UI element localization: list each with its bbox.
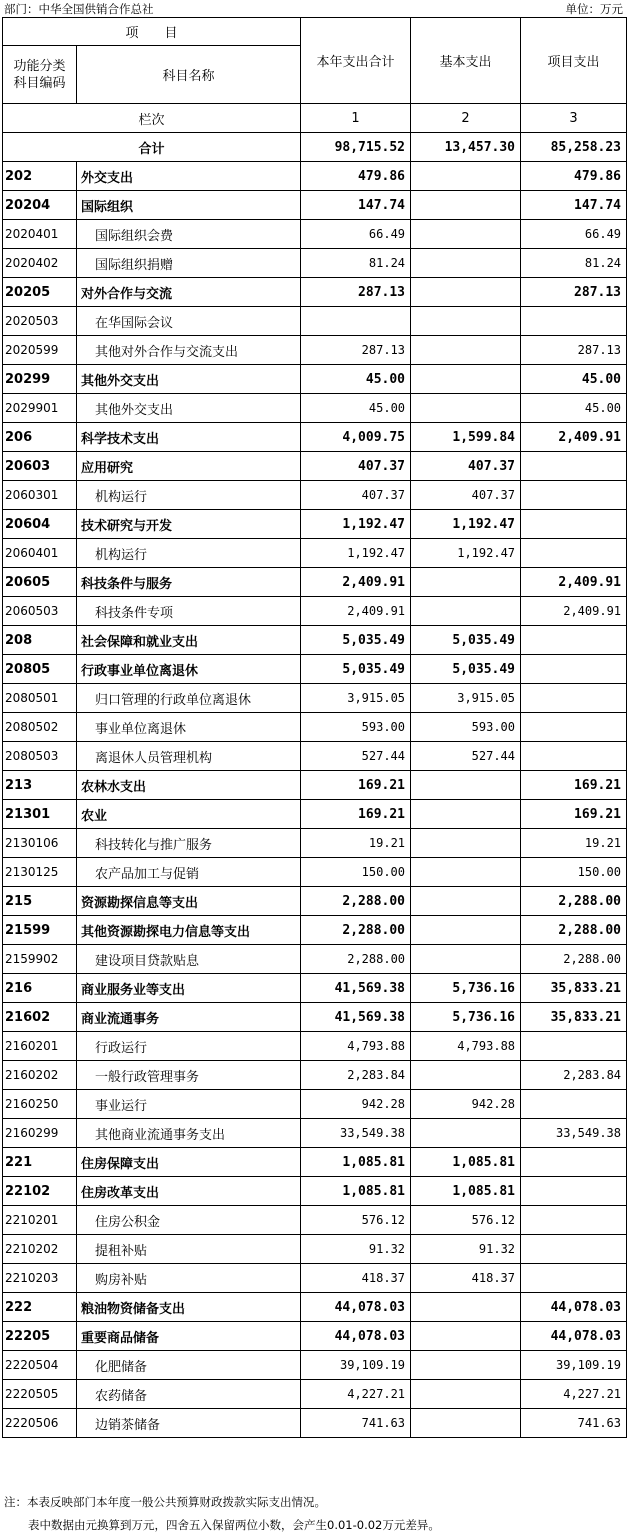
table-row <box>3 655 627 684</box>
row-basic <box>411 162 521 191</box>
table-row <box>3 1003 627 1032</box>
row-code: 2080501 <box>3 684 77 713</box>
row-name: 其他外交支出 <box>77 365 301 394</box>
row-total: 407.37 <box>301 452 411 481</box>
row-project: 741.63 <box>521 1409 627 1438</box>
row-code: 20604 <box>3 510 77 539</box>
row-name: 化肥储备 <box>77 1351 301 1380</box>
row-project <box>521 1032 627 1061</box>
row-code: 222 <box>3 1293 77 1322</box>
table-row <box>3 800 627 829</box>
table-row <box>3 481 627 510</box>
row-name: 科学技术支出 <box>77 423 301 452</box>
row-basic <box>411 336 521 365</box>
row-basic: 593.00 <box>411 713 521 742</box>
table-row <box>3 220 627 249</box>
table-row <box>3 365 627 394</box>
row-name: 国际组织捐赠 <box>77 249 301 278</box>
row-project: 2,409.91 <box>521 597 627 626</box>
row-total: 41,569.38 <box>301 1003 411 1032</box>
row-name: 提租补贴 <box>77 1235 301 1264</box>
table-row <box>3 249 627 278</box>
row-name: 离退休人员管理机构 <box>77 742 301 771</box>
table-row <box>3 829 627 858</box>
row-name: 科技条件专项 <box>77 597 301 626</box>
row-basic <box>411 568 521 597</box>
row-total: 81.24 <box>301 249 411 278</box>
row-code: 21301 <box>3 800 77 829</box>
row-code: 2160201 <box>3 1032 77 1061</box>
project-column-header: 项目支出 <box>521 18 627 104</box>
row-code: 20204 <box>3 191 77 220</box>
table-row <box>3 1206 627 1235</box>
row-project <box>521 510 627 539</box>
row-project: 81.24 <box>521 249 627 278</box>
row-basic <box>411 365 521 394</box>
row-project: 287.13 <box>521 278 627 307</box>
row-project <box>521 539 627 568</box>
row-basic <box>411 800 521 829</box>
unit-label: 单位：万元 <box>565 2 623 16</box>
total-row <box>3 133 627 162</box>
row-project <box>521 713 627 742</box>
row-total: 287.13 <box>301 278 411 307</box>
row-code: 2060301 <box>3 481 77 510</box>
row-total: 576.12 <box>301 1206 411 1235</box>
row-total: 2,409.91 <box>301 568 411 597</box>
row-total: 91.32 <box>301 1235 411 1264</box>
row-project: 287.13 <box>521 336 627 365</box>
table-row <box>3 539 627 568</box>
row-name: 归口管理的行政单位离退休 <box>77 684 301 713</box>
row-code: 2060503 <box>3 597 77 626</box>
row-project <box>521 1206 627 1235</box>
row-project <box>521 307 627 336</box>
row-basic <box>411 307 521 336</box>
row-name: 农业 <box>77 800 301 829</box>
row-total: 741.63 <box>301 1409 411 1438</box>
row-total: 287.13 <box>301 336 411 365</box>
row-project <box>521 626 627 655</box>
column-number-3: 3 <box>521 104 627 133</box>
table-row <box>3 1061 627 1090</box>
row-project: 4,227.21 <box>521 1380 627 1409</box>
expenditure-table <box>2 17 627 1438</box>
row-total: 44,078.03 <box>301 1293 411 1322</box>
name-column-header: 科目名称 <box>77 46 301 104</box>
row-code: 2020599 <box>3 336 77 365</box>
table-row <box>3 1235 627 1264</box>
row-basic: 91.32 <box>411 1235 521 1264</box>
row-project: 2,288.00 <box>521 945 627 974</box>
total-label: 合计 <box>3 133 301 162</box>
row-total: 2,288.00 <box>301 916 411 945</box>
row-total: 4,009.75 <box>301 423 411 452</box>
column-number-row <box>3 104 627 133</box>
department-label: 部门：中华全国供销合作总社 <box>4 2 154 16</box>
row-project: 45.00 <box>521 394 627 423</box>
row-code: 213 <box>3 771 77 800</box>
total-project: 85,258.23 <box>521 133 627 162</box>
row-total: 4,227.21 <box>301 1380 411 1409</box>
row-total: 41,569.38 <box>301 974 411 1003</box>
row-code: 2130125 <box>3 858 77 887</box>
row-name: 商业流通事务 <box>77 1003 301 1032</box>
row-name: 科技转化与推广服务 <box>77 829 301 858</box>
row-name: 边销茶储备 <box>77 1409 301 1438</box>
row-basic: 1,192.47 <box>411 510 521 539</box>
row-total: 942.28 <box>301 1090 411 1119</box>
row-project: 2,409.91 <box>521 568 627 597</box>
row-code: 2020401 <box>3 220 77 249</box>
row-name: 机构运行 <box>77 539 301 568</box>
row-code: 21599 <box>3 916 77 945</box>
row-basic: 4,793.88 <box>411 1032 521 1061</box>
row-project: 66.49 <box>521 220 627 249</box>
row-name: 行政事业单位离退休 <box>77 655 301 684</box>
total-amount: 98,715.52 <box>301 133 411 162</box>
row-total: 33,549.38 <box>301 1119 411 1148</box>
table-row <box>3 336 627 365</box>
row-total: 1,192.47 <box>301 539 411 568</box>
row-basic <box>411 1119 521 1148</box>
row-code: 2210202 <box>3 1235 77 1264</box>
row-basic <box>411 829 521 858</box>
table-row <box>3 858 627 887</box>
row-basic <box>411 394 521 423</box>
row-total: 2,288.00 <box>301 887 411 916</box>
row-name: 科技条件与服务 <box>77 568 301 597</box>
row-basic <box>411 220 521 249</box>
row-total: 3,915.05 <box>301 684 411 713</box>
row-project: 2,288.00 <box>521 887 627 916</box>
row-name: 外交支出 <box>77 162 301 191</box>
row-name: 资源勘探信息等支出 <box>77 887 301 916</box>
row-project: 150.00 <box>521 858 627 887</box>
row-code: 20805 <box>3 655 77 684</box>
row-code: 22102 <box>3 1177 77 1206</box>
row-basic <box>411 1061 521 1090</box>
row-name: 粮油物资储备支出 <box>77 1293 301 1322</box>
row-basic <box>411 278 521 307</box>
row-basic: 407.37 <box>411 481 521 510</box>
row-total: 169.21 <box>301 771 411 800</box>
row-project <box>521 684 627 713</box>
table-row <box>3 1119 627 1148</box>
column-number-1: 1 <box>301 104 411 133</box>
table-row <box>3 307 627 336</box>
header-row-group <box>3 18 627 46</box>
row-project <box>521 481 627 510</box>
row-project: 45.00 <box>521 365 627 394</box>
row-name: 购房补贴 <box>77 1264 301 1293</box>
row-name: 其他资源勘探电力信息等支出 <box>77 916 301 945</box>
total-column-header: 本年支出合计 <box>301 18 411 104</box>
row-total: 5,035.49 <box>301 655 411 684</box>
row-basic: 1,599.84 <box>411 423 521 452</box>
footnote-1: 注：本表反映部门本年度一般公共预算财政拨款实际支出情况。 <box>4 1495 326 1509</box>
row-project: 39,109.19 <box>521 1351 627 1380</box>
row-name: 国际组织会费 <box>77 220 301 249</box>
row-total: 5,035.49 <box>301 626 411 655</box>
row-code: 2080502 <box>3 713 77 742</box>
table-row <box>3 278 627 307</box>
row-project: 35,833.21 <box>521 974 627 1003</box>
row-basic <box>411 945 521 974</box>
table-row <box>3 1177 627 1206</box>
row-total: 1,085.81 <box>301 1177 411 1206</box>
row-basic <box>411 249 521 278</box>
row-name: 农林水支出 <box>77 771 301 800</box>
row-basic: 527.44 <box>411 742 521 771</box>
row-code: 21602 <box>3 1003 77 1032</box>
row-basic: 1,085.81 <box>411 1148 521 1177</box>
row-project <box>521 1148 627 1177</box>
report-header <box>4 1 623 17</box>
row-basic <box>411 887 521 916</box>
row-project <box>521 1177 627 1206</box>
row-basic: 418.37 <box>411 1264 521 1293</box>
row-project <box>521 655 627 684</box>
row-basic: 3,915.05 <box>411 684 521 713</box>
row-total: 527.44 <box>301 742 411 771</box>
row-basic <box>411 1409 521 1438</box>
row-project: 19.21 <box>521 829 627 858</box>
row-name: 其他对外合作与交流支出 <box>77 336 301 365</box>
table-row <box>3 1148 627 1177</box>
column-number-2: 2 <box>411 104 521 133</box>
row-basic: 5,035.49 <box>411 626 521 655</box>
row-name: 应用研究 <box>77 452 301 481</box>
row-basic: 942.28 <box>411 1090 521 1119</box>
row-total: 407.37 <box>301 481 411 510</box>
row-code: 206 <box>3 423 77 452</box>
row-name: 对外合作与交流 <box>77 278 301 307</box>
row-code: 2160250 <box>3 1090 77 1119</box>
row-code: 20205 <box>3 278 77 307</box>
row-code: 2060401 <box>3 539 77 568</box>
table-row <box>3 887 627 916</box>
row-code: 2220506 <box>3 1409 77 1438</box>
total-basic: 13,457.30 <box>411 133 521 162</box>
row-project: 2,288.00 <box>521 916 627 945</box>
table-row <box>3 1409 627 1438</box>
row-code: 2080503 <box>3 742 77 771</box>
row-total: 66.49 <box>301 220 411 249</box>
row-name: 在华国际会议 <box>77 307 301 336</box>
row-project: 44,078.03 <box>521 1322 627 1351</box>
row-code: 2159902 <box>3 945 77 974</box>
row-code: 202 <box>3 162 77 191</box>
row-basic <box>411 1322 521 1351</box>
row-basic: 407.37 <box>411 452 521 481</box>
row-total: 45.00 <box>301 365 411 394</box>
code-column-header: 功能分类 科目编码 <box>3 46 77 104</box>
row-code: 2130106 <box>3 829 77 858</box>
row-basic <box>411 771 521 800</box>
table-row <box>3 1322 627 1351</box>
row-total: 1,085.81 <box>301 1148 411 1177</box>
row-basic <box>411 597 521 626</box>
row-basic: 1,085.81 <box>411 1177 521 1206</box>
row-total: 45.00 <box>301 394 411 423</box>
row-total: 2,288.00 <box>301 945 411 974</box>
row-project <box>521 1264 627 1293</box>
row-code: 20603 <box>3 452 77 481</box>
table-row <box>3 568 627 597</box>
table-row <box>3 974 627 1003</box>
row-total: 4,793.88 <box>301 1032 411 1061</box>
row-name: 重要商品储备 <box>77 1322 301 1351</box>
row-project: 35,833.21 <box>521 1003 627 1032</box>
table-row <box>3 1351 627 1380</box>
row-project <box>521 742 627 771</box>
row-name: 其他商业流通事务支出 <box>77 1119 301 1148</box>
row-total: 1,192.47 <box>301 510 411 539</box>
table-row <box>3 916 627 945</box>
row-code: 208 <box>3 626 77 655</box>
row-total: 2,409.91 <box>301 597 411 626</box>
column-number-label: 栏次 <box>3 104 301 133</box>
table-row <box>3 162 627 191</box>
row-name: 社会保障和就业支出 <box>77 626 301 655</box>
table-row <box>3 771 627 800</box>
row-name: 其他外交支出 <box>77 394 301 423</box>
row-name: 建设项目贷款贴息 <box>77 945 301 974</box>
row-total: 19.21 <box>301 829 411 858</box>
table-row <box>3 1264 627 1293</box>
row-total: 44,078.03 <box>301 1322 411 1351</box>
table-row <box>3 626 627 655</box>
row-name: 国际组织 <box>77 191 301 220</box>
row-name: 机构运行 <box>77 481 301 510</box>
table-row <box>3 945 627 974</box>
row-project <box>521 452 627 481</box>
table-row <box>3 1032 627 1061</box>
row-project <box>521 1090 627 1119</box>
row-name: 农药储备 <box>77 1380 301 1409</box>
row-basic: 5,736.16 <box>411 974 521 1003</box>
row-code: 2210201 <box>3 1206 77 1235</box>
row-code: 221 <box>3 1148 77 1177</box>
row-code: 2210203 <box>3 1264 77 1293</box>
table-row <box>3 510 627 539</box>
row-total: 418.37 <box>301 1264 411 1293</box>
table-row <box>3 1293 627 1322</box>
table-row <box>3 713 627 742</box>
table-row <box>3 191 627 220</box>
row-code: 2029901 <box>3 394 77 423</box>
row-code: 2020402 <box>3 249 77 278</box>
table-row <box>3 1380 627 1409</box>
row-total: 2,283.84 <box>301 1061 411 1090</box>
row-code: 2160299 <box>3 1119 77 1148</box>
row-project: 147.74 <box>521 191 627 220</box>
row-basic <box>411 1293 521 1322</box>
row-project: 479.86 <box>521 162 627 191</box>
row-basic <box>411 858 521 887</box>
row-project: 2,409.91 <box>521 423 627 452</box>
row-total: 39,109.19 <box>301 1351 411 1380</box>
row-basic <box>411 916 521 945</box>
basic-column-header: 基本支出 <box>411 18 521 104</box>
row-total: 169.21 <box>301 800 411 829</box>
row-total: 593.00 <box>301 713 411 742</box>
row-name: 技术研究与开发 <box>77 510 301 539</box>
row-project <box>521 1235 627 1264</box>
row-code: 2160202 <box>3 1061 77 1090</box>
table-row <box>3 1090 627 1119</box>
row-basic: 5,035.49 <box>411 655 521 684</box>
row-total: 150.00 <box>301 858 411 887</box>
row-code: 2220504 <box>3 1351 77 1380</box>
row-code: 215 <box>3 887 77 916</box>
row-code: 20299 <box>3 365 77 394</box>
table-row <box>3 423 627 452</box>
row-name: 行政运行 <box>77 1032 301 1061</box>
row-code: 2220505 <box>3 1380 77 1409</box>
row-project: 2,283.84 <box>521 1061 627 1090</box>
row-basic: 5,736.16 <box>411 1003 521 1032</box>
row-name: 商业服务业等支出 <box>77 974 301 1003</box>
row-project: 33,549.38 <box>521 1119 627 1148</box>
row-name: 住房公积金 <box>77 1206 301 1235</box>
table-row <box>3 452 627 481</box>
row-basic <box>411 1351 521 1380</box>
table-row <box>3 394 627 423</box>
item-group-header: 项 目 <box>3 18 301 46</box>
table-row <box>3 597 627 626</box>
table-row <box>3 684 627 713</box>
row-total: 479.86 <box>301 162 411 191</box>
row-basic: 576.12 <box>411 1206 521 1235</box>
row-name: 事业单位离退休 <box>77 713 301 742</box>
row-code: 216 <box>3 974 77 1003</box>
row-total <box>301 307 411 336</box>
row-total: 147.74 <box>301 191 411 220</box>
footnotes <box>4 1491 440 1537</box>
row-project: 169.21 <box>521 771 627 800</box>
row-code: 20605 <box>3 568 77 597</box>
row-code: 22205 <box>3 1322 77 1351</box>
row-name: 住房保障支出 <box>77 1148 301 1177</box>
row-basic: 1,192.47 <box>411 539 521 568</box>
row-project: 169.21 <box>521 800 627 829</box>
row-code: 2020503 <box>3 307 77 336</box>
footnote-2: 表中数据由元换算到万元，四舍五入保留两位小数，会产生0.01-0.02万元差异。 <box>28 1518 440 1532</box>
row-basic <box>411 1380 521 1409</box>
row-name: 事业运行 <box>77 1090 301 1119</box>
row-project: 44,078.03 <box>521 1293 627 1322</box>
row-basic <box>411 191 521 220</box>
row-name: 一般行政管理事务 <box>77 1061 301 1090</box>
row-name: 农产品加工与促销 <box>77 858 301 887</box>
table-row <box>3 742 627 771</box>
row-name: 住房改革支出 <box>77 1177 301 1206</box>
